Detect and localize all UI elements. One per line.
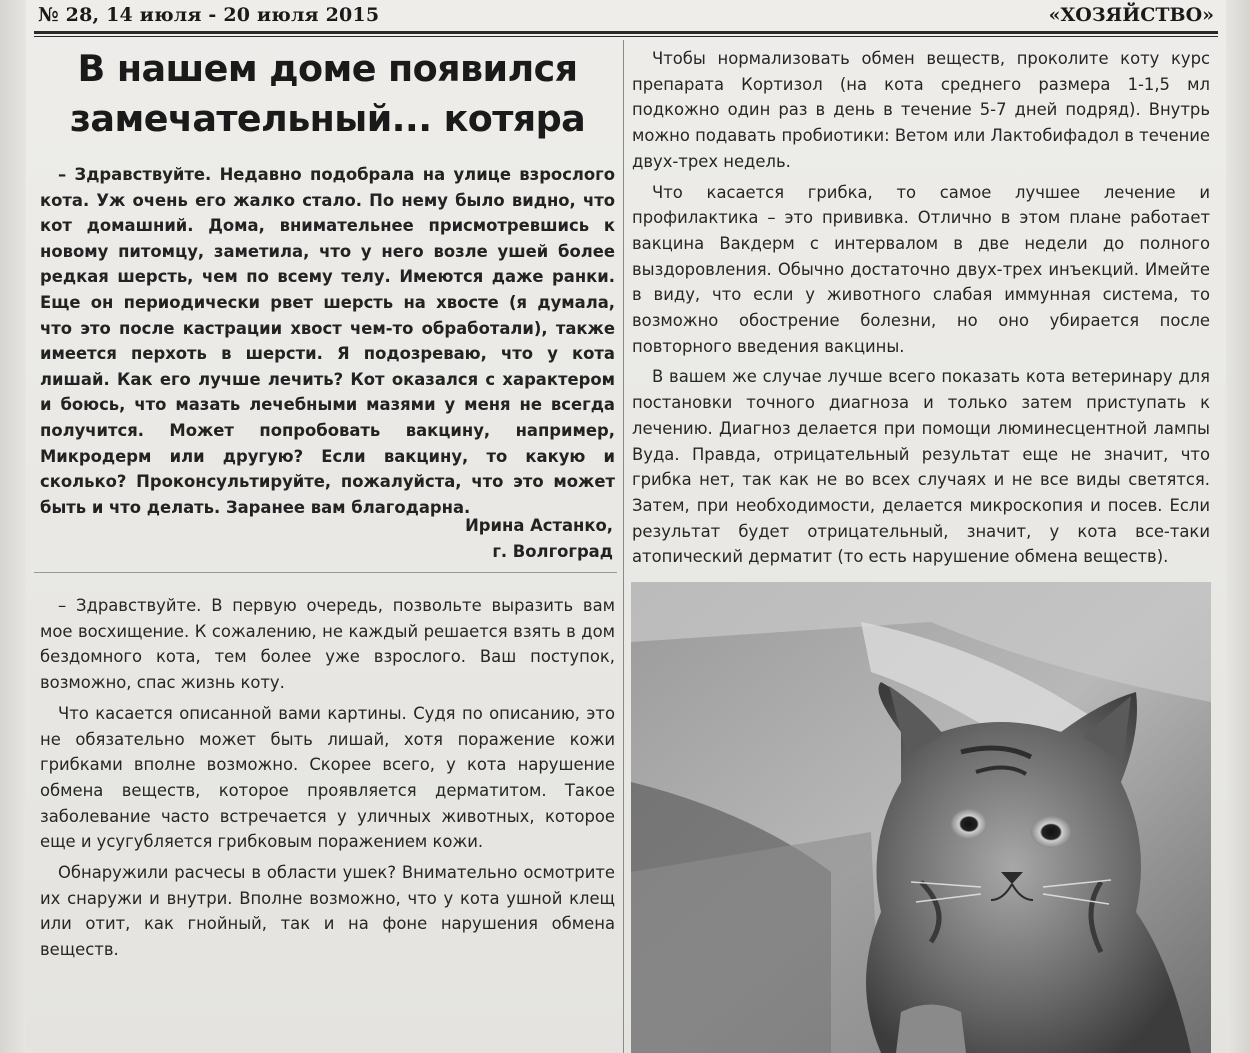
cat-photo-image xyxy=(631,582,1211,1053)
answer-paragraph: Что касается грибка, то самое лучшее лечение и профилактика – это прививка. Отлично в этом плане работает вакцина Вакдерм с интервалом в две недели до полного выздоровления. Обычно достаточно двух-трех инъекций. Имейте в виду, что если у животного слабая иммунная система, то возможно обострение болезни, но оно убирается после повторного введения вакцины. xyxy=(632,182,1210,356)
answer-paragraph: Чтобы нормализовать обмен веществ, проколите коту курс препарата Кортизол (на кота среднего размера 1-1,5 мл подкожно один раз в день в течение 5-7 дней подряд). Внутрь можно подавать пробиотики: Ветом или Лактобифадол в течение двух-трех недель. xyxy=(632,49,1210,171)
answer-paragraph: Обнаружили расчесы в области ушек? Внимательно осмотрите их снаружи и внутри. Вполне возможно, что у кота ушной клещ или отит, как гнойный, так и на фоне нарушения обмена веществ. xyxy=(40,863,615,960)
author-city: г. Волгоград xyxy=(492,542,613,561)
header-rule xyxy=(34,31,1218,34)
article-title: В нашем доме появился замечательный... котяра xyxy=(69,47,586,140)
answer-column-left xyxy=(40,593,615,968)
page-edge-right xyxy=(1226,0,1250,1053)
answer-paragraph: Что касается описанной вами картины. Судя по описанию, это не обязательно может быть лишай, хотя поражение кожи грибками вполне возможно. Скорее всего, у кота нарушение обмена веществ, которое проявляется дерматитом. Такое заболевание часто встречается у уличных животных, которое еще и усугубляется грибковым поражением кожи. xyxy=(40,703,615,852)
reader-letter xyxy=(40,162,615,520)
cat-photo xyxy=(631,582,1211,1053)
letter-signature xyxy=(465,513,613,565)
letter-text: – Здравствуйте. Недавно подобрала на улице взрослого кота. Уж очень его жалко стало. По нему было видно, что кот домашний. Дома, внимательнее присмотревшись к новому питомцу, заметила, что у него возле ушей более редкая шерсть, чем по всему телу. Имеются даже ранки. Еще он периодически рвет шерсть на хвосте (я думала, что это после кастрации хвост чем-то обработали), также имеется перхоть в шерсти. Я подозреваю, что у кота лишай. Как его лучше лечить? Кот оказался с характером и боюсь, что мазать лечебными мазями у меня не всегда получится. Может попробовать вакцину, например, Микродерм или другую? Если вакцину, то какую и сколько? Проконсультируйте, пожалуйста, что это может быть и что делать. Заранее вам благодарна. xyxy=(40,165,615,517)
answer-paragraph: – Здравствуйте. В первую очередь, позвольте выразить вам мое восхищение. К сожалению, не каждый решается взять в дом бездомного кота, тем более уже взрослого. Ваш поступок, возможно, спас жизнь коту. xyxy=(40,596,615,693)
author-name: Ирина Астанко, xyxy=(465,516,613,535)
answer-column-right xyxy=(632,46,1210,575)
issue-info: № 28, 14 июля - 20 июля 2015 xyxy=(38,4,380,26)
section-rule xyxy=(34,572,617,573)
column-divider xyxy=(623,40,624,1053)
page-edge-left xyxy=(0,0,26,1053)
section-name: «ХОЗЯЙСТВО» xyxy=(1048,4,1214,26)
header-rule-thin xyxy=(34,36,1218,37)
answer-paragraph: В вашем же случае лучше всего показать кота ветеринару для постановки точного диагноза и только затем приступать к лечению. Диагноз делается при помощи люминесцентной лампы Вуда. Правда, отрицательный результат еще не значит, что грибка нет, так как не во всех случаях и не все виды светятся. Затем, при необходимости, делается микроскопия и посев. Если результат будет отрицательный, значит, у кота все-таки атопический дерматит (то есть нарушение обмена веществ). xyxy=(632,367,1210,567)
